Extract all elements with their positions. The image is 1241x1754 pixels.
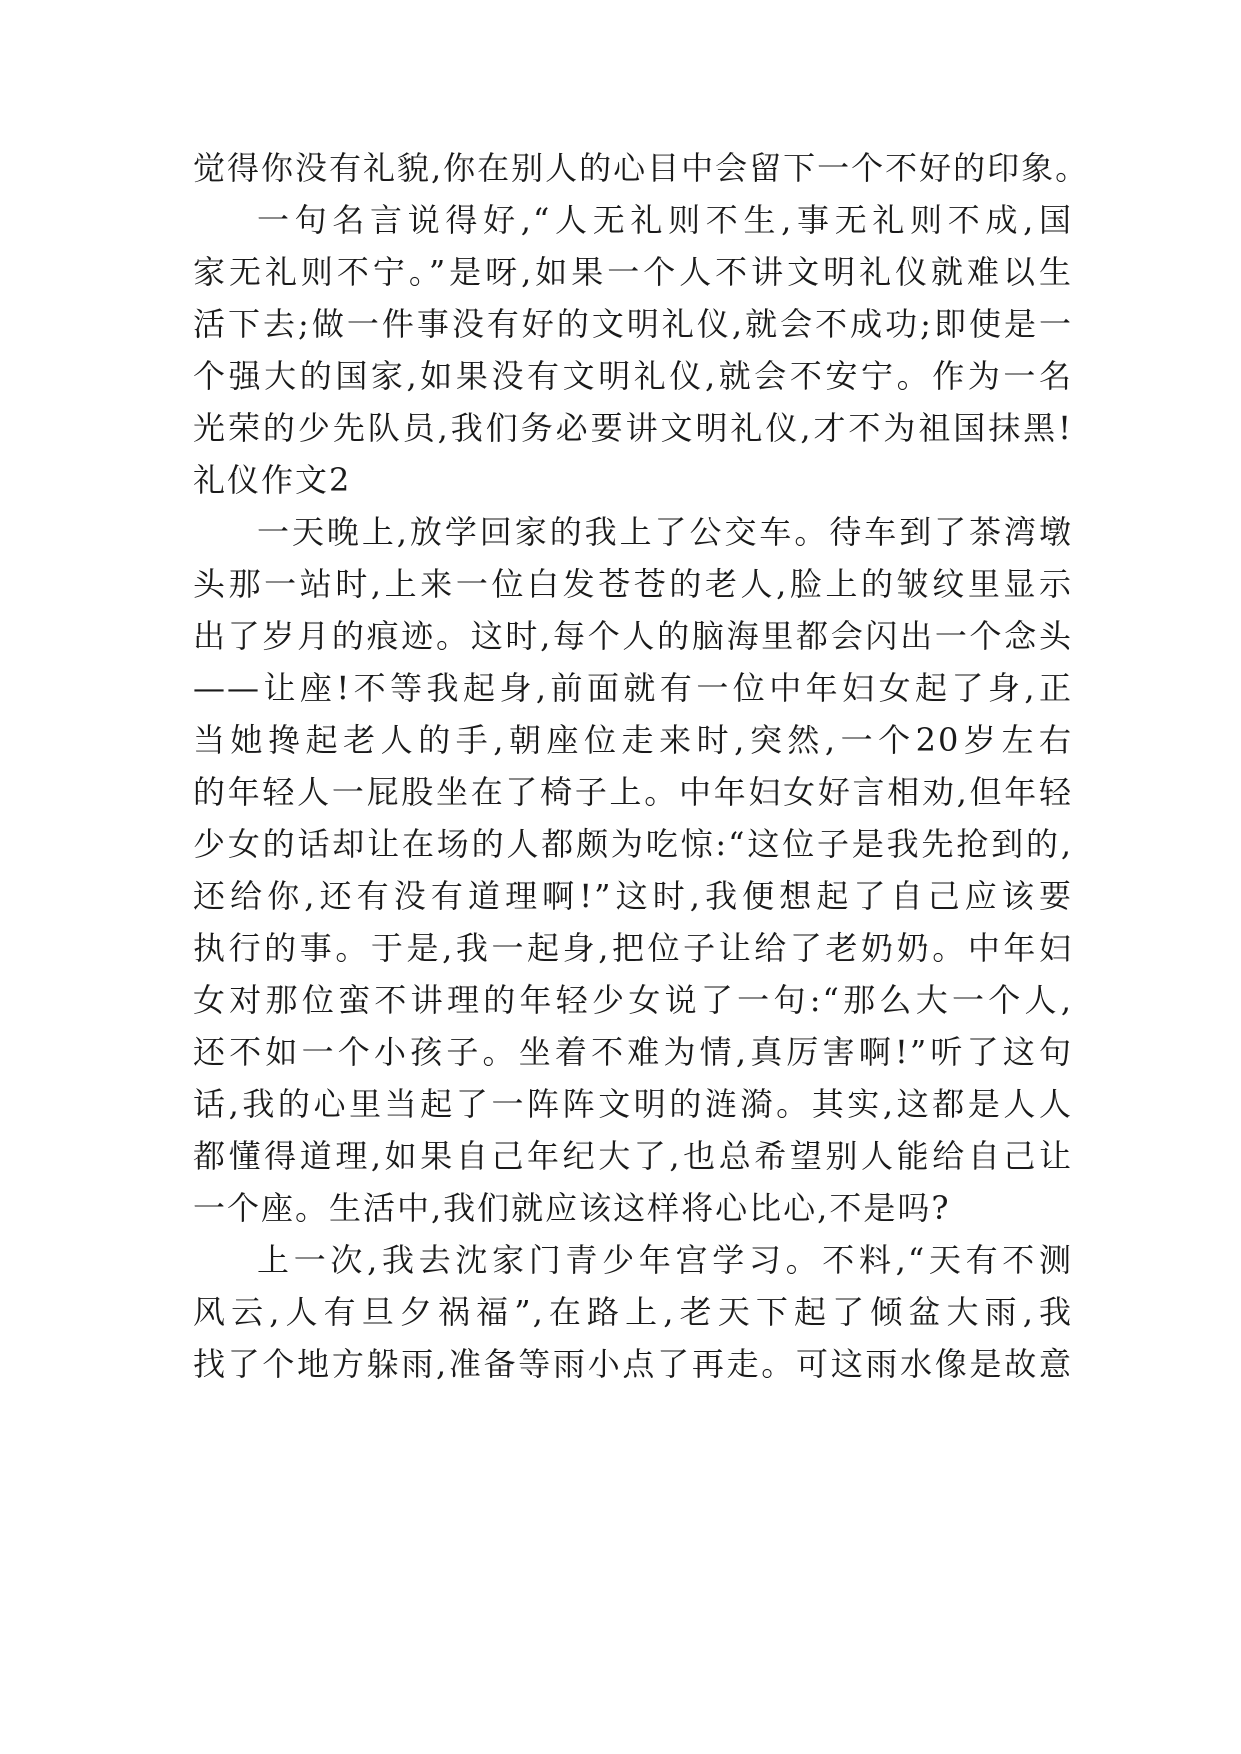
text-line: 女对那位蛮不讲理的年轻少女说了一句:“那么大一个人, (193, 981, 1073, 1019)
text-line: 都懂得道理,如果自己年纪大了,也总希望别人能给自己让 (193, 1137, 1073, 1175)
paragraph-start-line: 上一次,我去沈家门青少年宫学习。不料,“天有不测 (257, 1241, 1073, 1279)
text-line: 风云,人有旦夕祸福”,在路上,老天下起了倾盆大雨,我 (193, 1293, 1073, 1331)
paragraph-start-line: 一句名言说得好,“人无礼则不生,事无礼则不成,国 (257, 201, 1073, 239)
text-line: ——让座!不等我起身,前面就有一位中年妇女起了身,正 (193, 669, 1073, 707)
text-line: 家无礼则不宁。”是呀,如果一个人不讲文明礼仪就难以生 (193, 253, 1073, 291)
text-line: 执行的事。于是,我一起身,把位子让给了老奶奶。中年妇 (193, 929, 1073, 967)
text-line: 少女的话却让在场的人都颇为吃惊:“这位子是我先抢到的, (193, 825, 1073, 863)
text-line: 光荣的少先队员,我们务必要讲文明礼仪,才不为祖国抹黑! (193, 409, 1073, 447)
text-line: 话,我的心里当起了一阵阵文明的涟漪。其实,这都是人人 (193, 1085, 1073, 1123)
section-heading: 礼仪作文2 (193, 461, 352, 499)
text-line: 出了岁月的痕迹。这时,每个人的脑海里都会闪出一个念头 (193, 617, 1073, 655)
text-line: 头那一站时,上来一位白发苍苍的老人,脸上的皱纹里显示 (193, 565, 1073, 603)
text-line: 找了个地方躲雨,准备等雨小点了再走。可这雨水像是故意 (193, 1345, 1073, 1383)
paragraph-start-line: 一天晚上,放学回家的我上了公交车。待车到了茶湾墩 (257, 513, 1073, 551)
text-line: 还不如一个小孩子。坐着不难为情,真厉害啊!”听了这句 (193, 1033, 1073, 1071)
text-line: 当她搀起老人的手,朝座位走来时,突然,一个20岁左右 (193, 721, 1073, 759)
text-line: 个强大的国家,如果没有文明礼仪,就会不安宁。作为一名 (193, 357, 1073, 395)
text-line: 觉得你没有礼貌,你在别人的心目中会留下一个不好的印象。 (193, 149, 1090, 187)
text-line: 还给你,还有没有道理啊!”这时,我便想起了自己应该要 (193, 877, 1073, 915)
text-line: 活下去;做一件事没有好的文明礼仪,就会不成功;即使是一 (193, 305, 1073, 343)
text-line: 的年轻人一屁股坐在了椅子上。中年妇女好言相劝,但年轻 (193, 773, 1073, 811)
text-line: 一个座。生活中,我们就应该这样将心比心,不是吗? (193, 1189, 951, 1227)
